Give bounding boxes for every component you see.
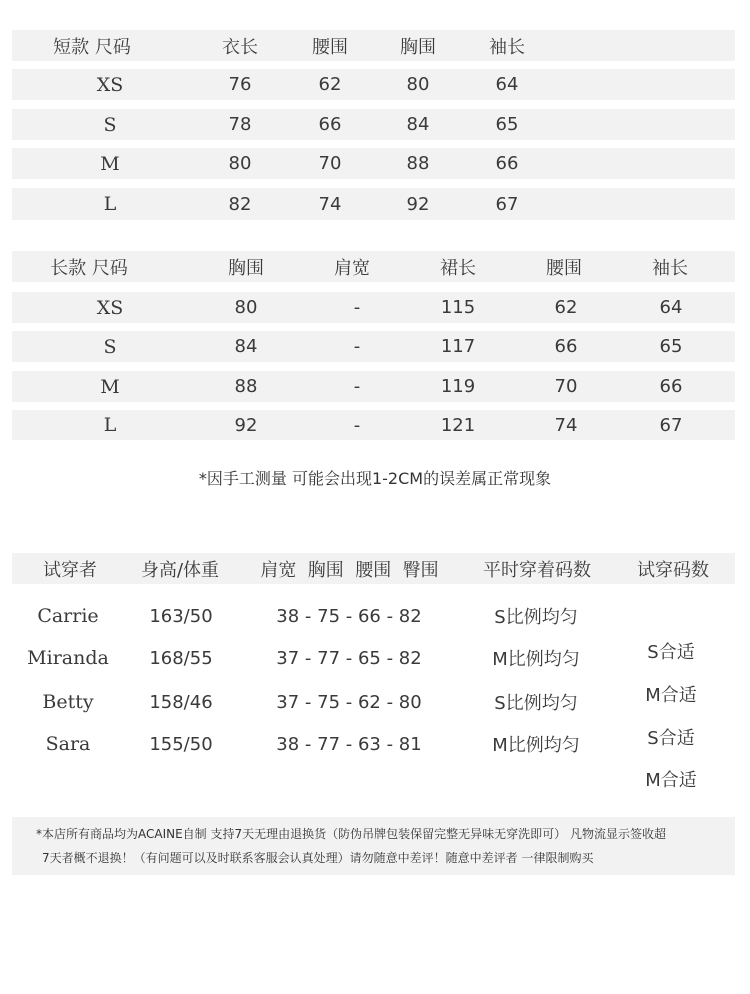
table-cell: 92	[406, 193, 430, 215]
size-label: S	[103, 113, 117, 136]
table-row	[12, 148, 735, 179]
header-cell: 衣长	[222, 36, 258, 58]
table-cell: 115	[440, 297, 476, 318]
tester-usual-size: M比例均匀	[492, 649, 580, 670]
table-cell: -	[353, 376, 361, 397]
table-cell: 66	[659, 376, 683, 397]
size-label: XS	[96, 296, 124, 319]
table-cell: 121	[440, 414, 476, 436]
fit-result: S合适	[647, 642, 695, 663]
table-cell: 67	[495, 193, 519, 215]
tester-name: Betty	[42, 691, 94, 713]
tester-measurements: 37 - 75 - 62 - 80	[276, 691, 422, 713]
tryon-row	[12, 598, 735, 634]
store-policy	[12, 817, 735, 875]
table-cell: 65	[659, 336, 683, 357]
table-cell: 82	[228, 193, 252, 215]
size-label: M	[100, 375, 120, 398]
table-cell: -	[353, 336, 361, 357]
header-cell: 胸围	[228, 257, 264, 279]
size-label: M	[100, 152, 120, 175]
tester-name: Carrie	[37, 605, 99, 627]
table-cell: 62	[318, 74, 342, 95]
header-cell: 袖长	[489, 36, 525, 58]
fit-result: M合适	[645, 685, 697, 706]
header-cell: 试穿码数	[637, 559, 709, 581]
header-cell: 短款 尺码	[53, 36, 131, 58]
table-cell: 119	[440, 376, 476, 397]
table-cell: 70	[318, 153, 342, 174]
tester-name: Miranda	[27, 647, 109, 669]
long-table-header	[12, 251, 735, 282]
table-cell: 70	[554, 376, 578, 397]
table-cell: 76	[228, 74, 252, 95]
tester-usual-size: S比例均匀	[494, 607, 578, 628]
table-cell: 88	[406, 153, 430, 174]
tester-height-weight: 163/50	[149, 605, 213, 627]
header-cell: 肩宽 胸围 腰围 臀围	[260, 559, 439, 581]
table-row	[12, 69, 735, 100]
table-row	[12, 188, 735, 220]
tester-measurements: 38 - 75 - 66 - 82	[276, 605, 422, 627]
table-row	[12, 331, 735, 362]
table-cell: 80	[406, 74, 430, 95]
size-label: S	[103, 335, 117, 358]
header-cell: 袖长	[652, 257, 688, 279]
tester-height-weight: 158/46	[149, 691, 213, 713]
table-cell: 66	[318, 114, 342, 135]
table-cell: 62	[554, 297, 578, 318]
tester-height-weight: 155/50	[149, 733, 213, 755]
header-cell: 腰围	[312, 36, 348, 58]
table-cell: 117	[440, 336, 476, 357]
policy-line-1: *本店所有商品均为ACAINE自制 支持7天无理由退换货（防伪吊牌包装保留完整无异味无穿洗即可） 凡物流显示签收超	[36, 827, 666, 841]
size-label: XS	[96, 73, 124, 96]
table-cell: 88	[234, 376, 258, 397]
tester-usual-size: M比例均匀	[492, 735, 580, 756]
header-cell: 试穿者	[43, 559, 97, 581]
table-cell: 78	[228, 114, 252, 135]
fit-result: S合适	[647, 728, 695, 749]
table-cell: 84	[406, 114, 430, 135]
table-cell: 65	[495, 114, 519, 135]
header-cell: 长款 尺码	[50, 257, 128, 279]
tryon-header	[12, 553, 735, 584]
table-cell: -	[353, 297, 361, 318]
table-cell: 92	[234, 414, 258, 436]
header-cell: 平时穿着码数	[483, 559, 591, 581]
tester-usual-size: S比例均匀	[494, 693, 578, 714]
table-row	[12, 410, 735, 440]
table-row	[12, 109, 735, 140]
header-cell: 腰围	[546, 257, 582, 279]
header-cell: 胸围	[400, 36, 436, 58]
tester-height-weight: 168/55	[149, 647, 213, 669]
measurement-note: *因手工测量 可能会出现1-2CM的误差属正常现象	[198, 469, 552, 488]
table-cell: 80	[234, 297, 258, 318]
table-cell: 66	[495, 153, 519, 174]
table-cell: 74	[318, 193, 342, 215]
table-cell: 64	[659, 297, 683, 318]
table-row	[12, 292, 735, 323]
table-cell: 66	[554, 336, 578, 357]
short-table-header	[12, 30, 735, 61]
fit-result: M合适	[645, 770, 697, 791]
table-cell: 67	[659, 414, 683, 436]
header-cell: 肩宽	[334, 257, 370, 279]
header-cell: 裙长	[440, 257, 476, 279]
tester-name: Sara	[45, 733, 91, 755]
table-cell: 84	[234, 336, 258, 357]
size-label: L	[103, 414, 117, 436]
tester-measurements: 38 - 77 - 63 - 81	[276, 733, 422, 755]
policy-line-2: 7天者概不退换！（有问题可以及时联系客服会认真处理）请勿随意中差评！随意中差评者 一律限制购买	[42, 851, 594, 865]
table-cell: 80	[228, 153, 252, 174]
header-cell: 身高/体重	[140, 559, 220, 581]
table-row	[12, 371, 735, 402]
tester-measurements: 37 - 77 - 65 - 82	[276, 647, 422, 669]
table-cell: 64	[495, 74, 519, 95]
table-cell: 74	[554, 414, 578, 436]
size-label: L	[103, 193, 117, 215]
table-cell: -	[353, 414, 361, 436]
